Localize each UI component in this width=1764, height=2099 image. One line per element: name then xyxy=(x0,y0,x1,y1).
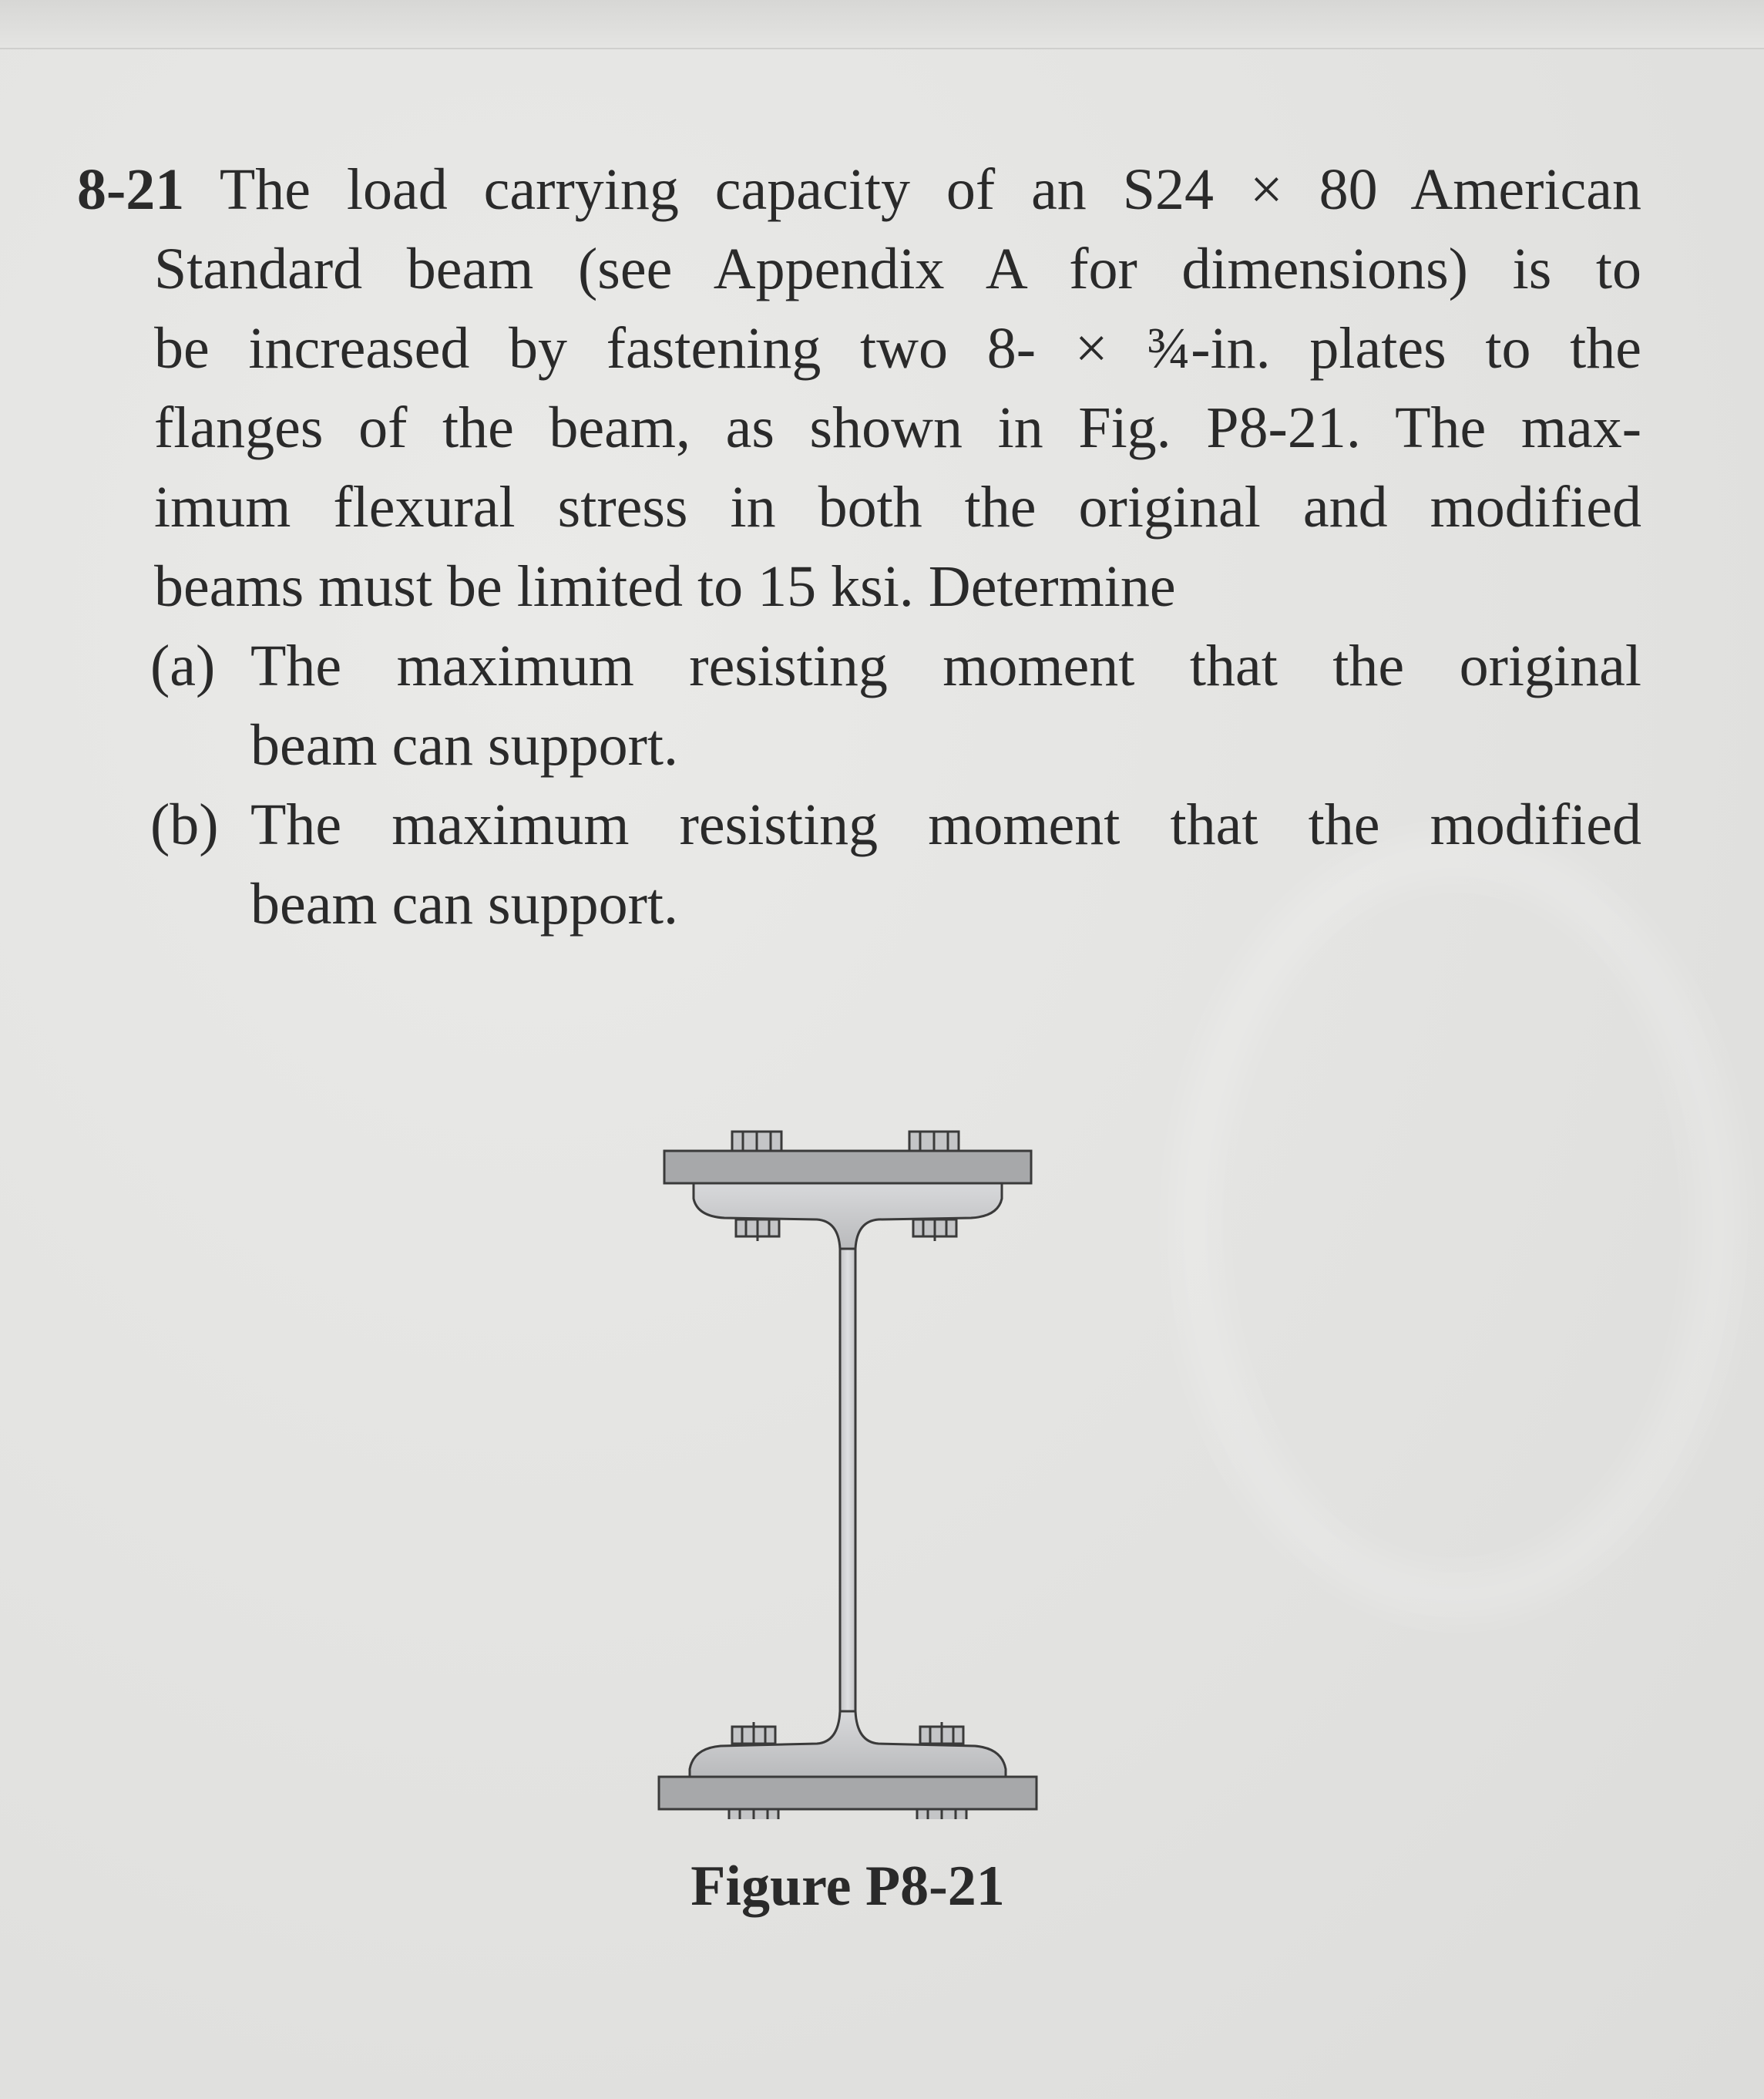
part-b-line-1: The maximum resisting moment that the modified xyxy=(250,792,1641,857)
problem-number: 8-21 xyxy=(77,157,185,222)
part-b-label: (b) xyxy=(150,792,219,857)
part-a xyxy=(77,627,1641,785)
problem-line-5: imum flexural stress in both the original and modified xyxy=(154,475,1641,540)
figure-caption: Figure P8-21 xyxy=(690,1855,1005,1918)
beam-web xyxy=(836,1187,859,1758)
part-b xyxy=(77,785,1641,944)
problem-line-3: be increased by fastening two 8- × ¾-in. plates to the xyxy=(154,316,1641,381)
problem-text-line: The load carrying capacity of an S24 × 80 American xyxy=(219,157,1641,222)
problem-statement xyxy=(77,150,1641,944)
problem-line-2: Standard beam (see Appendix A for dimensions) is to xyxy=(154,237,1641,301)
part-a-line-1: The maximum resisting moment that the original xyxy=(250,634,1641,698)
problem-line-6: beams must be limited to 15 ksi. Determine xyxy=(154,554,1176,619)
problem-line-1 xyxy=(77,150,1641,230)
problem-line-4: flanges of the beam, as shown in Fig. P8-21. The max- xyxy=(154,395,1641,460)
part-b-line-2: beam can support. xyxy=(250,872,679,937)
bottom-cover-plate xyxy=(659,1777,1037,1809)
top-flange xyxy=(694,1183,1002,1249)
beam-cross-section-figure xyxy=(647,1125,1048,1819)
monitor-bezel xyxy=(0,0,1764,49)
part-a-line-2: beam can support. xyxy=(250,713,679,778)
top-cover-plate xyxy=(664,1151,1031,1183)
part-a-label: (a) xyxy=(150,634,216,698)
screen-glare xyxy=(1171,833,1742,1619)
